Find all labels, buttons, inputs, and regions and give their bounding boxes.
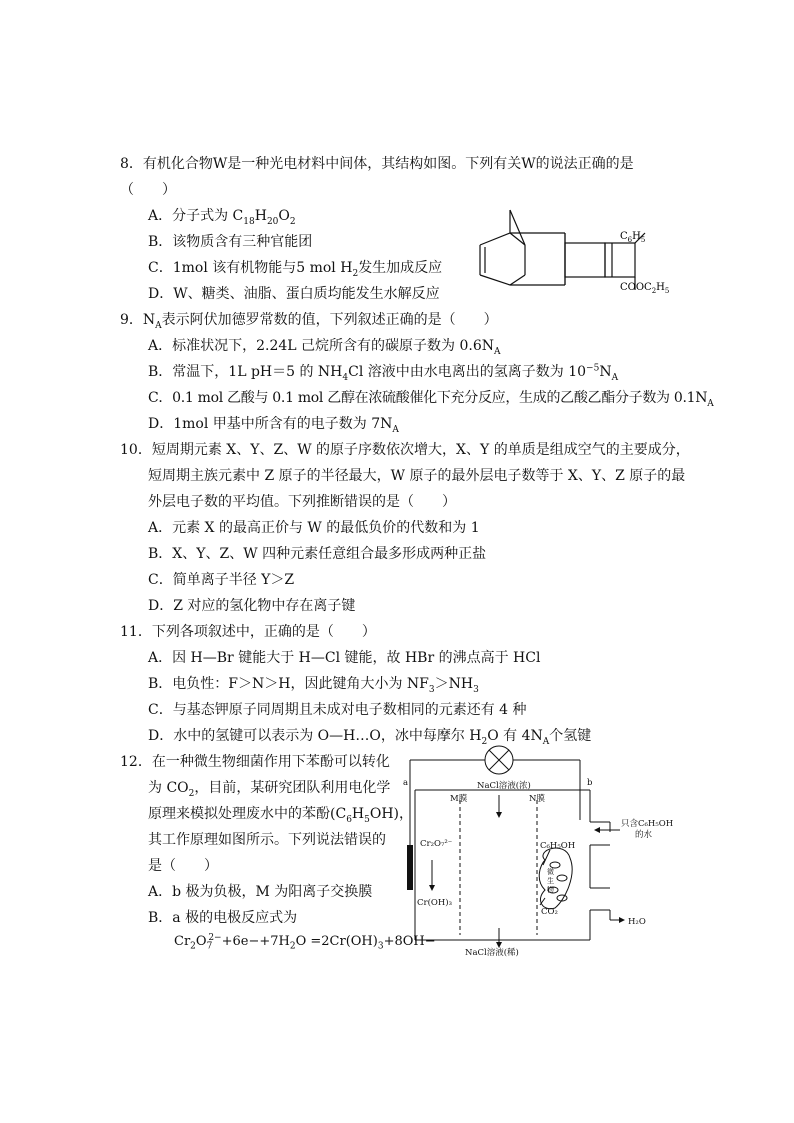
- q8-option-b: B．该物质含有三种官能团: [148, 234, 313, 250]
- phenol-label: C₆H₅OH: [540, 841, 576, 851]
- nacl-concentrated-label: NaCl溶液(浓): [477, 781, 531, 791]
- inlet-water-label-2: 的水: [635, 830, 653, 840]
- q10-option-c: C．简单离子半径 Y＞Z: [148, 572, 295, 588]
- q8-paren: （ ）: [120, 182, 176, 198]
- q8-structure-diagram: [470, 205, 680, 300]
- q8-option-d: D．W、糖类、油脂、蛋白质均能发生水解反应: [148, 286, 440, 302]
- struct-sub-phenyl: $C_6H_5$: [620, 231, 646, 244]
- m-membrane-label: M膜: [450, 794, 468, 804]
- chromium-hydroxide-label: Cr(OH)₃: [417, 898, 452, 908]
- electrode-a-label: a: [403, 778, 409, 788]
- microbe-label-3: 物: [547, 886, 554, 894]
- q10-option-a: A．元素 X 的最高正价与 W 的最低负价的代数和为 1: [148, 520, 480, 536]
- q8-option-c: C．1mol 该有机物能与5 mol $H_2$发生加成反应: [148, 260, 443, 279]
- q9-option-d: D．1mol 甲基中所含有的电子数为 $7N_A$: [148, 416, 399, 435]
- inlet-water-label: 只含C₆H₅OH: [621, 819, 674, 829]
- q12-stem-line5: 是（ ）: [148, 858, 218, 874]
- q12-stem-line4: 其工作原理如图所示。下列说法错误的: [148, 832, 386, 848]
- q11-option-b: B．电负性：F＞N＞H，因此键角大小为 $NF_3>NH_3$: [148, 676, 479, 695]
- q12-cell-diagram: [395, 740, 715, 960]
- q9-option-b: B．常温下，1L pH＝5 的 $NH_4Cl$ 溶液中由水电离出的氢离子数为 $10^{-5}N_A$: [148, 363, 619, 383]
- dichromate-label: Cr₂O₇²⁻: [420, 839, 453, 849]
- q11-option-a: A．因 H—Br 键能大于 H—Cl 键能，故 HBr 的沸点高于 HCl: [148, 650, 541, 666]
- q12-stem-line2: 为 $CO_2$，目前，某研究团队利用电化学: [148, 780, 391, 799]
- microbe-label: 微: [547, 868, 554, 876]
- q10-option-b: B．X、Y、Z、W 四种元素任意组合最多形成两种正盐: [148, 546, 487, 562]
- q8-stem: 8．有机化合物W是一种光电材料中间体，其结构如图。下列有关W的说法正确的是: [120, 156, 634, 172]
- q8-option-a: A．分子式为 $C_{18}H_{20}O_2$: [148, 208, 296, 227]
- q10-stem-line2: 短周期主族元素中 Z 原子的半径最大，W 原子的最外层电子数等于 X、Y、Z 原子的最: [148, 468, 686, 484]
- q10-option-d: D．Z 对应的氢化物中存在离子键: [148, 598, 356, 614]
- q9-option-a: A．标准状况下，2.24L 己烷所含有的碳原子数为 $0.6N_A$: [148, 338, 501, 357]
- q9-option-c: C．0.1 mol 乙酸与 0.1 mol 乙醇在浓硫酸催化下充分反应，生成的乙酸乙酯分子数为 $0.1N_A$: [148, 390, 714, 409]
- q12-stem-line3: 原理来模拟处理废水中的苯酚$(C_6H_5OH)$，: [148, 806, 414, 825]
- q11-option-d: D．水中的氢键可以表示为 O—H…O，冰中每摩尔 $H_2O$ 有 $4N_A$个氢键: [148, 728, 592, 747]
- q9-stem: 9．$N_A$表示阿伏加德罗常数的值，下列叙述正确的是（ ）: [120, 312, 498, 331]
- electrode-b-label: b: [587, 778, 593, 788]
- struct-sub-ester: $COOC_2H_5$: [620, 282, 670, 295]
- co2-label: CO₂: [541, 907, 558, 917]
- q12-option-b-equation: $Cr_2O_7^{2-}+6e-+7H_2O =2Cr(OH)_3+8OH-$: [174, 932, 436, 952]
- n-membrane-label: N膜: [529, 794, 545, 804]
- q11-option-c: C．与基态钾原子同周期且未成对电子数相同的元素还有 4 种: [148, 702, 527, 718]
- q12-stem-line1: 12．在一种微生物细菌作用下苯酚可以转化: [120, 754, 390, 770]
- q12-option-a: A．b 极为负极，M 为阳离子交换膜: [148, 884, 373, 900]
- q10-stem-line1: 10．短周期元素 X、Y、Z、W 的原子序数依次增大，X、Y 的单质是组成空气的主要成分，: [120, 442, 690, 458]
- q10-stem-line3: 外层电子数的平均值。下列推断错误的是（ ）: [148, 494, 456, 510]
- q11-stem: 11．下列各项叙述中，正确的是（ ）: [120, 624, 376, 640]
- q12-option-b: B．a 极的电极反应式为: [148, 910, 298, 926]
- outlet-water-label: H₂O: [628, 917, 646, 927]
- nacl-dilute-label: NaCl溶液(稀): [465, 948, 519, 958]
- microbe-label-2: 生: [547, 877, 554, 885]
